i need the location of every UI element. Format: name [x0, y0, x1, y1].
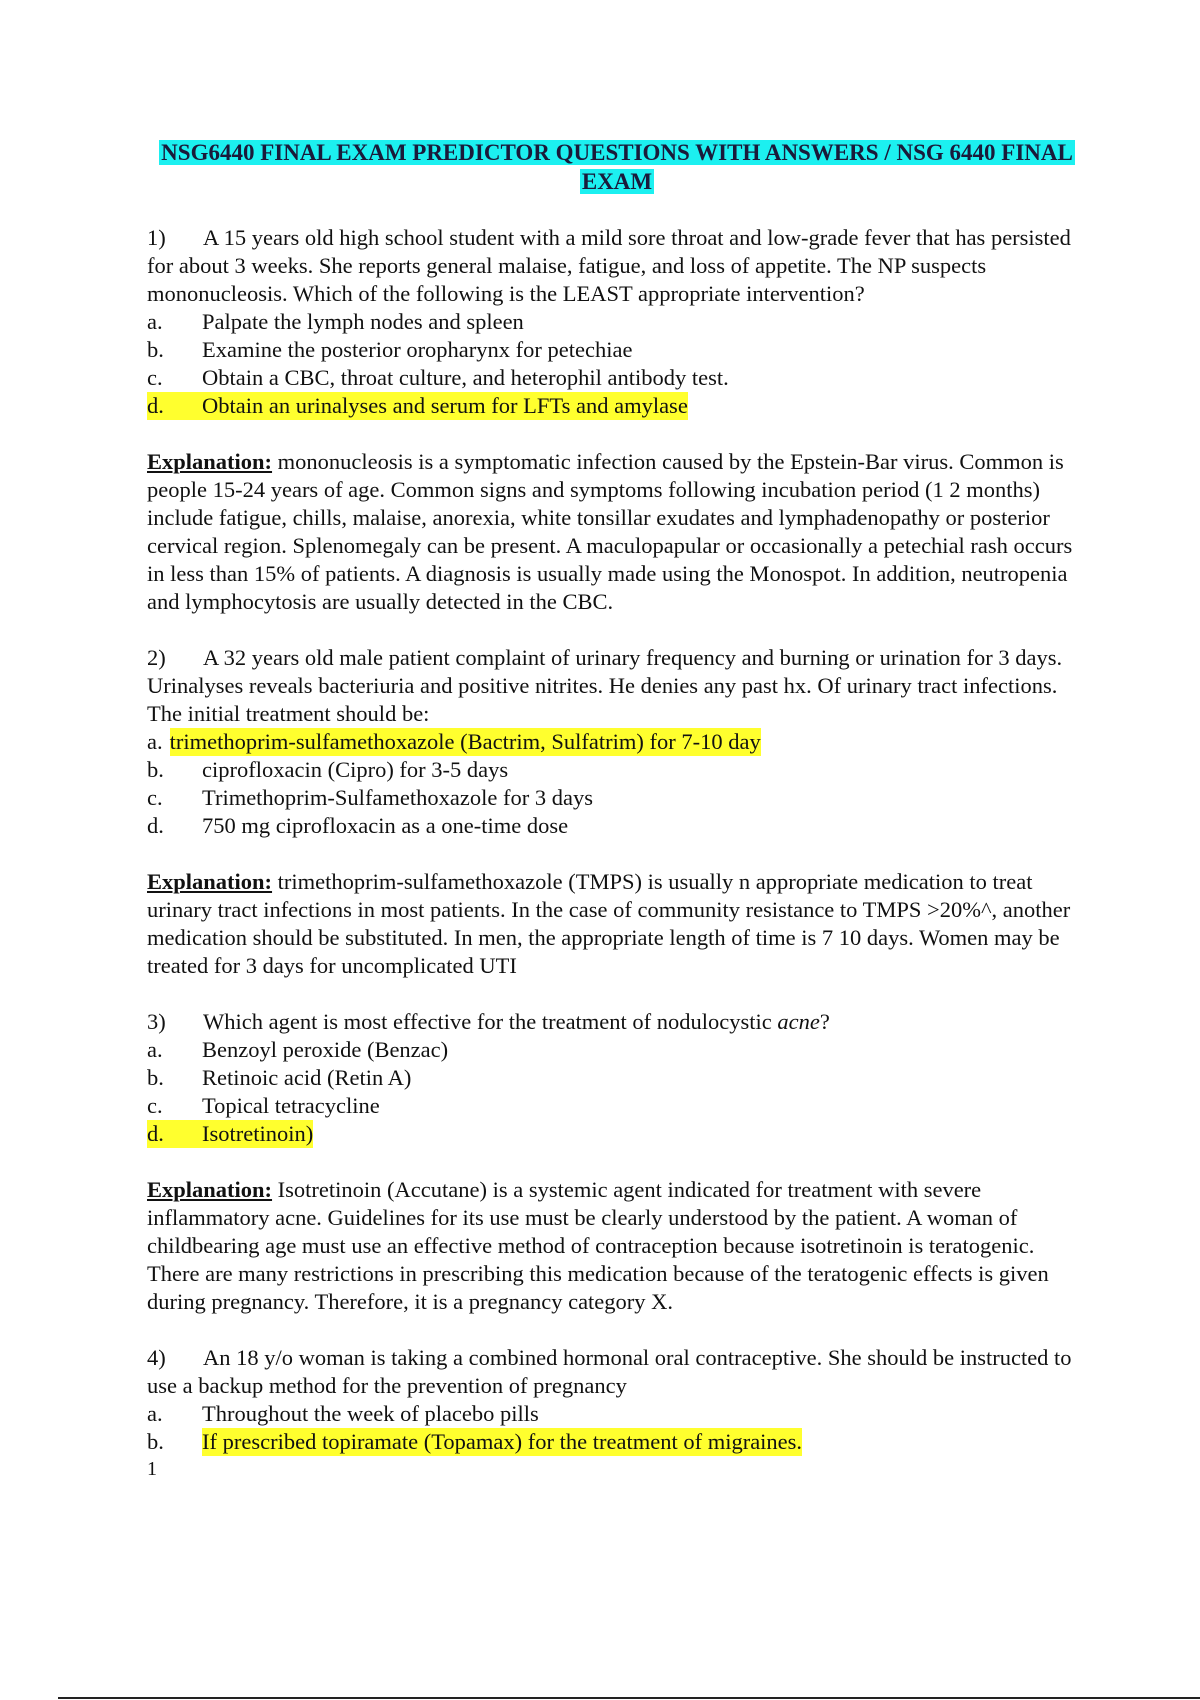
explanation-2: Explanation: trimethoprim-sulfamethoxazole (TMPS) is usually n appropriate medication to treat urinary tract infections in most patients. In the case of community resistance to TMPS >20%^, another medication should be substituted. In men, the appropriate length of time is 7 10 days. Women may be treated for 3 days for uncomplicated UTI	[147, 869, 1071, 978]
option-a: a. Throughout the week of placebo pills	[147, 1401, 539, 1426]
page-number: 1	[147, 1458, 157, 1480]
option-c: c. Trimethoprim-Sulfamethoxazole for 3 days	[147, 785, 593, 810]
question-stem: 4) An 18 y/o woman is taking a combined hormonal oral contraceptive. She should be instructed to use a backup method for the prevention of pregnancy	[147, 1345, 1072, 1398]
question-stem: 2) A 32 years old male patient complaint of urinary frequency and burning or urination for 3 days. Urinalyses reveals bacteriuria and positive nitrites. He denies any past hx. Of urinary tract infections. The initial treatment should be:	[147, 645, 1063, 726]
option-d-correct: d. Isotretinoin)	[147, 1121, 314, 1146]
explanation-1: Explanation: mononucleosis is a symptomatic infection caused by the Epstein-Bar virus. Common is people 15-24 years of age. Common signs and symptoms following incubation period (1 2 months) include fatigue, chills, malaise, anorexia, white tonsillar exudates and lymphadenopathy or posterior cervical region. Splenomegaly can be present. A maculopapular or occasionally a petechial rash occurs in less than 15% of patients. A diagnosis is usually made using the Monospot. In addition, neutropenia and lymphocytosis are usually detected in the CBC.	[147, 449, 1073, 614]
question-stem: 3) Which agent is most effective for the treatment of nodulocystic acne?	[147, 1009, 830, 1034]
option-a: a. Benzoyl peroxide (Benzac)	[147, 1037, 449, 1062]
document-title	[147, 138, 1087, 196]
explanation-label: Explanation:	[147, 869, 273, 894]
explanation-3: Explanation: Isotretinoin (Accutane) is a systemic agent indicated for treatment with severe inflammatory acne. Guidelines for its use must be clearly understood by the patient. A woman of childbearing age must use an effective method of contraception because isotretinoin is teratogenic. There are many restrictions in prescribing this medication because of the teratogenic effects is given during pregnancy. Therefore, it is a pregnancy category X.	[147, 1177, 1049, 1314]
option-c: c. Obtain a CBC, throat culture, and heterophil antibody test.	[147, 365, 729, 390]
option-d: d. 750 mg ciprofloxacin as a one-time dose	[147, 813, 569, 838]
question-3	[147, 1008, 1087, 1148]
title-line-2: EXAM	[581, 169, 653, 194]
option-a: a. Palpate the lymph nodes and spleen	[147, 309, 524, 334]
option-d-correct: d. Obtain an urinalyses and serum for LFTs and amylase	[147, 393, 688, 418]
explanation-label: Explanation:	[147, 449, 273, 474]
option-c: c. Topical tetracycline	[147, 1093, 380, 1118]
question-2	[147, 644, 1087, 840]
explanation-label: Explanation:	[147, 1177, 273, 1202]
option-b: b. Retinoic acid (Retin A)	[147, 1065, 412, 1090]
option-b: b. Examine the posterior oropharynx for petechiae	[147, 337, 633, 362]
question-1	[147, 224, 1087, 420]
question-stem: 1) A 15 years old high school student with a mild sore throat and low-grade fever that has persisted for about 3 weeks. She reports general malaise, fatigue, and loss of appetite. The NP suspects mononucleosis. Which of the following is the LEAST appropriate intervention?	[147, 225, 1071, 306]
option-b: b. ciprofloxacin (Cipro) for 3-5 days	[147, 757, 509, 782]
footer-divider	[58, 1697, 1200, 1699]
document-page	[147, 138, 1087, 1456]
option-b-correct: b. If prescribed topiramate (Topamax) for the treatment of migraines.	[147, 1429, 803, 1454]
title-line-1: NSG6440 FINAL EXAM PREDICTOR QUESTIONS WITH ANSWERS / NSG 6440 FINAL	[161, 140, 1073, 165]
question-4	[147, 1344, 1087, 1456]
option-a-correct: a. trimethoprim-sulfamethoxazole (Bactrim, Sulfatrim) for 7-10 day	[147, 729, 761, 754]
